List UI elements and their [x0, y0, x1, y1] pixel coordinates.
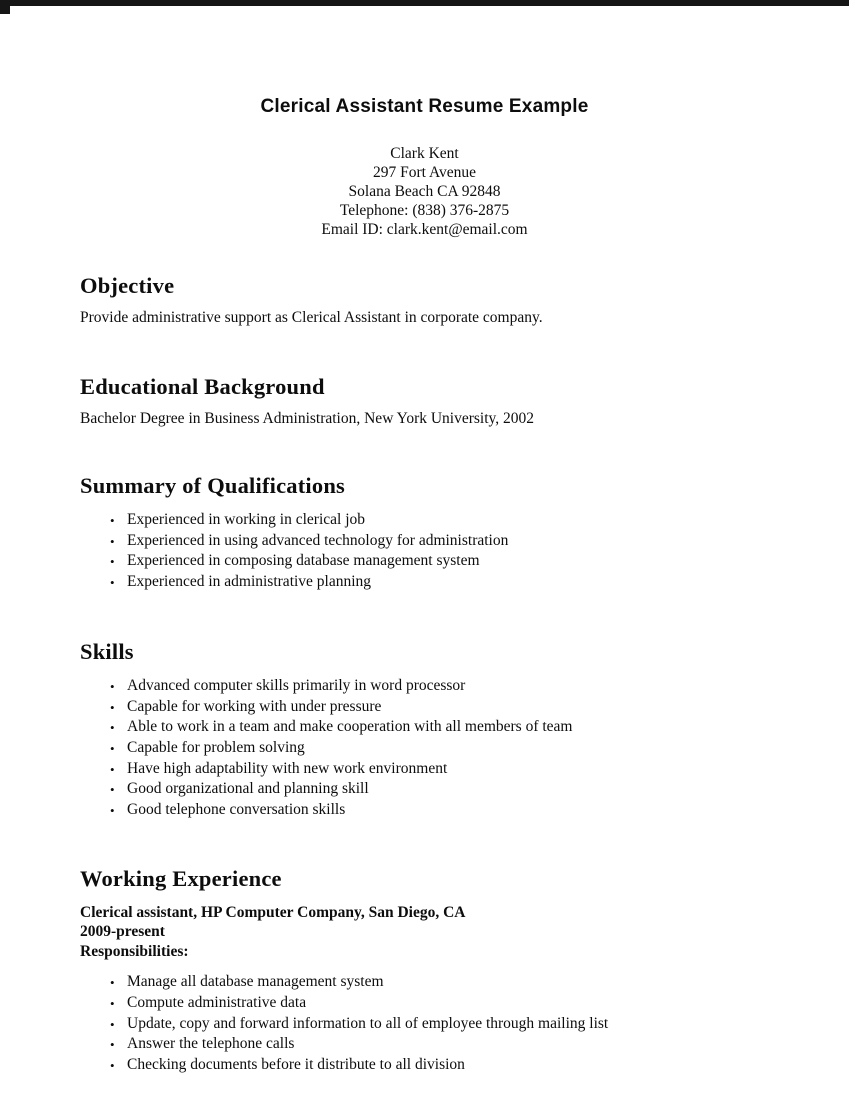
contact-line: 297 Fort Avenue [372, 164, 477, 181]
bullet-item: • Able to work in a team and make cooperation with all members of team [110, 717, 770, 738]
bullet-item: • Manage all database management system [110, 972, 770, 993]
bullet-item: • Experienced in administrative planning [110, 572, 770, 593]
job-block [80, 903, 770, 962]
skills-list [80, 676, 770, 821]
job-position: Clerical assistant, HP Computer Company, San Diego, CA [80, 903, 466, 921]
bullet-item: • Experienced in using advanced technology for administration [110, 531, 770, 552]
bullet-item: • Update, copy and forward information to all of employee through mailing list [110, 1014, 770, 1035]
section-heading-qualifications: Summary of Qualifications [80, 473, 346, 498]
bullet-item: • Good telephone conversation skills [110, 800, 770, 821]
bullet-item: • Good organizational and planning skill [110, 779, 770, 800]
page-title: Clerical Assistant Resume Example [260, 96, 589, 117]
bullet-item: • Experienced in composing database management system [110, 551, 770, 572]
contact-block [0, 144, 849, 239]
bullet-item: • Answer the telephone calls [110, 1034, 770, 1055]
section-heading-objective: Objective [80, 273, 175, 298]
bullet-item: • Checking documents before it distribute to all division [110, 1055, 770, 1076]
contact-line: Email ID: clark.kent@email.com [321, 221, 528, 238]
job-responsibilities-label: Responsibilities: [80, 942, 189, 960]
section-heading-education: Educational Background [80, 374, 325, 399]
bullet-item: • Compute administrative data [110, 993, 770, 1014]
responsibilities-list [80, 972, 770, 1076]
scan-edge-corner [0, 0, 10, 14]
qualifications-list [80, 510, 770, 593]
bullet-item: • Experienced in working in clerical job [110, 510, 770, 531]
contact-line: Telephone: (838) 376-2875 [339, 202, 510, 219]
contact-line: Clark Kent [390, 145, 459, 162]
resume-content [0, 273, 849, 1076]
education-text: Bachelor Degree in Business Administration, New York University, 2002 [80, 410, 535, 427]
bullet-item: • Advanced computer skills primarily in word processor [110, 676, 770, 697]
bullet-item: • Have high adaptability with new work environment [110, 759, 770, 780]
section-heading-experience: Working Experience [80, 865, 282, 891]
job-period: 2009-present [80, 923, 165, 941]
objective-text: Provide administrative support as Clerical Assistant in corporate company. [80, 309, 543, 326]
scan-edge-top [0, 0, 849, 6]
contact-line: Solana Beach CA 92848 [348, 183, 501, 200]
bullet-item: • Capable for problem solving [110, 738, 770, 759]
bullet-item: • Capable for working with under pressure [110, 697, 770, 718]
section-heading-skills: Skills [80, 638, 134, 664]
